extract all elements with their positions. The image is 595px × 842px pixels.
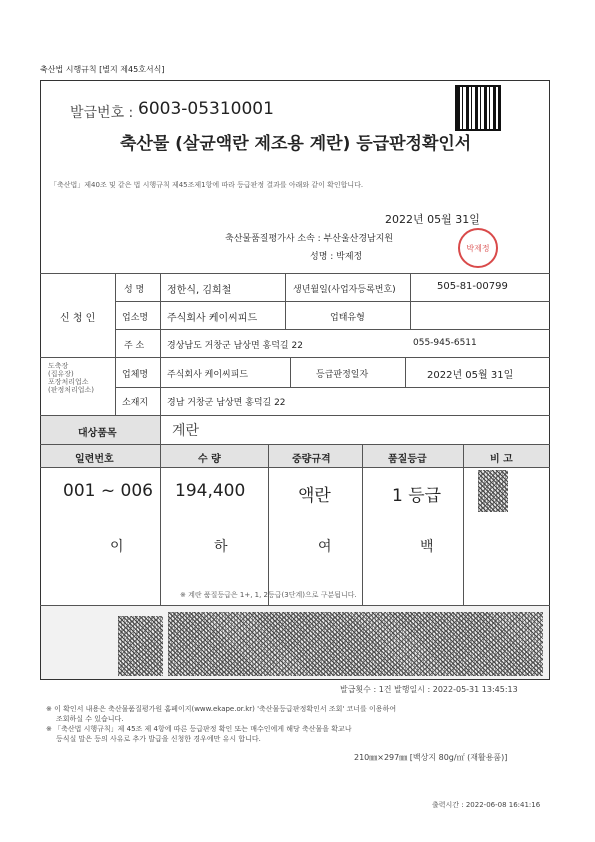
spelled-serial: 이 <box>110 539 124 555</box>
header-weight: 중량규격 <box>292 454 331 465</box>
footnote-2: 조회하실 수 있습니다. <box>56 715 124 723</box>
quantity-value: 194,400 <box>175 481 246 501</box>
security-pattern-right <box>168 612 543 676</box>
form-reference: 축산법 시행규칙 [별지 제45호서식] <box>40 65 165 74</box>
applicant-id-label: 생년월일(사업자등록번호) <box>293 285 396 295</box>
applicant-name-label: 성 명 <box>124 285 145 295</box>
serial-value: 001 ~ 006 <box>63 481 153 501</box>
print-time: 출력시간 : 2022-06-08 16:41:16 <box>432 801 541 809</box>
official-seal-icon <box>458 228 498 268</box>
grading-date-label: 등급판정일자 <box>316 370 369 380</box>
address: 경상남도 거창군 남상면 홍덕길 22 <box>167 341 303 351</box>
grade-note: ※ 계란 품질등급은 1+, 1, 2등급(3단계)으로 구분됩니다. <box>180 591 357 599</box>
issue-info: 발급횟수 : 1건 발행일시 : 2022-05-31 13:45:13 <box>340 685 518 694</box>
spelled-quantity: 하 <box>214 539 228 555</box>
paper-spec: 210㎜×297㎜ [백상지 80g/㎡ (재활용품)] <box>354 753 508 762</box>
intro-text: 「축산법」제40조 및 같은 법 시행규칙 제45조제1항에 따라 등급판정 결과를 아래와 같이 확인합니다. <box>50 181 364 189</box>
business-type-label: 업태유형 <box>330 313 365 323</box>
issuer-org: 축산물품질평가사 소속 : 부산울산경남지원 <box>225 234 394 244</box>
address-label: 주 소 <box>124 341 145 351</box>
header-remarks: 비 고 <box>490 454 513 465</box>
location-label: 소재지 <box>122 398 149 408</box>
company-name-label: 업소명 <box>122 313 149 323</box>
phone: 055-945-6511 <box>413 338 477 348</box>
security-pattern-left <box>118 616 163 676</box>
applicant-id: 505-81-00799 <box>437 281 508 292</box>
qr-code-icon <box>455 85 501 131</box>
target-item: 계란 <box>172 423 200 439</box>
facility-company-label: 업체명 <box>122 370 149 380</box>
issue-number: 6003-05310001 <box>138 99 274 119</box>
grade-value: 1 등급 <box>392 486 442 506</box>
document-title: 축산물 (살균액란 제조용 계란) 등급판정확인서 <box>120 134 472 154</box>
facility-section-label: 도축장 (집유장) 포장처리업소 (판정처리업소) <box>48 362 95 394</box>
target-item-label: 대상품목 <box>78 428 117 439</box>
applicant-name: 정한식, 김희철 <box>167 285 232 296</box>
footnote-3: ※ 「축산법 시행규칙」제 45조 제 4항에 따른 등급판정 확인 또는 매수인에게 해당 축산물을 확교나 <box>46 725 352 733</box>
footnote-1: ※ 이 확인서 내용은 축산물품질평가원 홈페이지(www.ekape.or.kr) '축산물등급판정확인서 조회' 코너를 이용하여 <box>46 705 397 713</box>
weight-value: 액란 <box>298 486 331 506</box>
grading-date: 2022년 05월 31일 <box>427 370 514 381</box>
header-serial: 일련번호 <box>75 454 114 465</box>
spelled-grade: 백 <box>420 539 434 555</box>
issuer-name: 성명 : 박제정 <box>310 252 363 262</box>
spelled-weight: 여 <box>318 539 332 555</box>
applicant-section-label: 신 청 인 <box>60 313 96 324</box>
header-quantity: 수 량 <box>198 454 221 465</box>
facility-company: 주식회사 케이씨피드 <box>167 370 249 380</box>
seal-text: 박제정 <box>466 243 490 253</box>
issue-date: 2022년 05월 31일 <box>385 213 480 226</box>
header-grade: 품질등급 <box>388 454 427 465</box>
issue-number-label: 발급번호 : <box>70 105 134 121</box>
location: 경남 거창군 남상면 홍덕길 22 <box>167 398 286 408</box>
company-name: 주식회사 케이씨피드 <box>167 313 258 324</box>
footnote-4: 등식실 말은 등의 사유로 추가 발급을 신청한 경우에만 유시 합니다. <box>56 735 261 743</box>
barcode-stamp-icon <box>478 470 508 512</box>
